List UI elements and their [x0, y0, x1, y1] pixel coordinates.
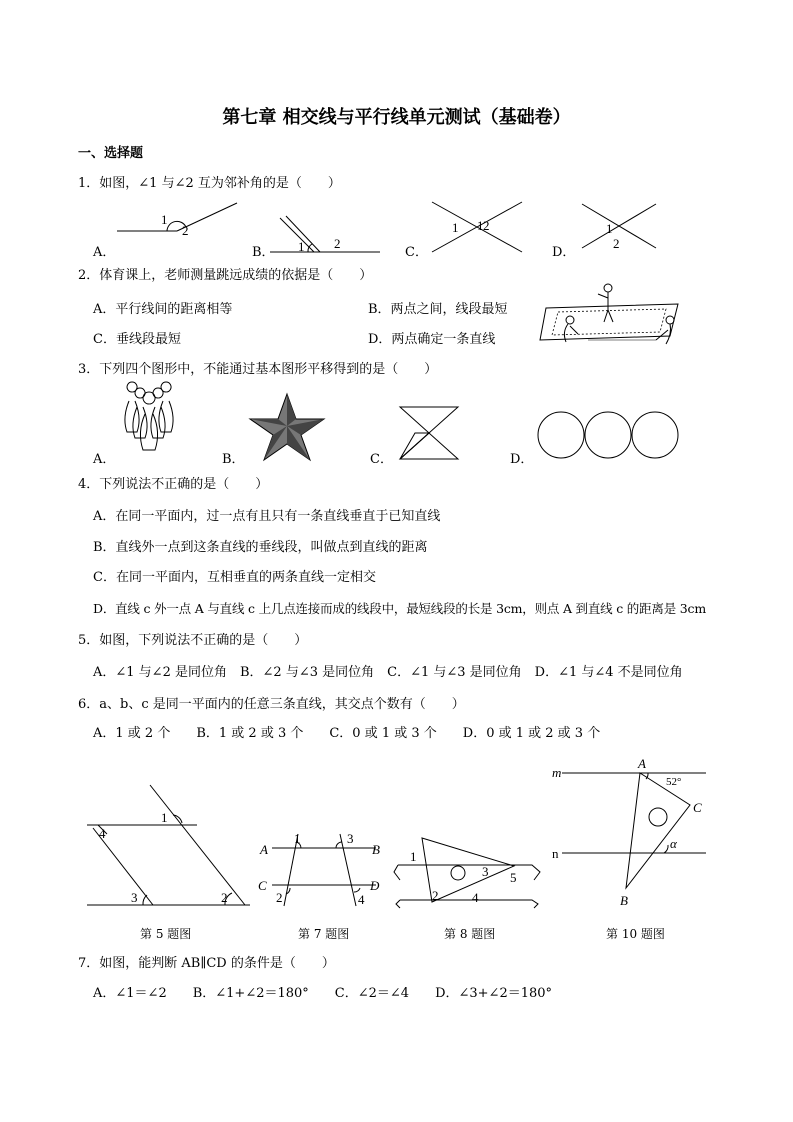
figure-5-caption: 第 5 题图 — [140, 927, 192, 941]
q2-option-d[interactable]: D．两点确定一条直线 — [368, 332, 496, 347]
q1-figure-c — [430, 200, 525, 255]
angle-label: 1 — [452, 220, 459, 235]
angle-label: 52° — [666, 776, 682, 788]
q1-option-a[interactable]: A． — [93, 245, 116, 260]
q4-stem: 4．下列说法不正确的是（ ） — [78, 477, 269, 492]
angle-label: 4 — [358, 892, 365, 907]
bowling-pins-figure — [118, 388, 180, 452]
q7-stem: 7．如图，能判断 AB∥CD 的条件是（ ） — [78, 956, 335, 971]
q1-stem: 1．如图，∠1 与∠2 互为邻补角的是（ ） — [78, 176, 341, 191]
point-label: C — [693, 800, 702, 815]
angle-label: 1 — [294, 831, 301, 846]
q6-stem: 6．a、b、c 是同一平面内的任意三条直线，其交点个数有（ ） — [78, 697, 465, 712]
q1-figure-d — [580, 202, 660, 252]
q7-options[interactable]: A．∠1＝∠2 B．∠1+∠2＝180° C．∠2＝∠4 D．∠3+∠2＝180° — [93, 986, 553, 1001]
figure-8-caption: 第 8 题图 — [444, 927, 496, 941]
angle-label: 1 — [606, 221, 613, 236]
point-label: B — [620, 893, 628, 908]
star-figure — [248, 392, 326, 462]
q5-options[interactable]: A．∠1 与∠2 是同位角 B．∠2 与∠3 是同位角 C．∠1 与∠3 是同位角 D．∠1 与∠4 不是同位角 — [93, 665, 683, 680]
angle-label: 2 — [182, 223, 189, 238]
angle-label: 4 — [472, 890, 479, 905]
angle-label: 2 — [613, 236, 620, 251]
line-label: n — [552, 846, 559, 861]
circles-figure — [535, 410, 685, 460]
angle-label: 1 — [161, 810, 168, 825]
q3-option-d[interactable]: D． — [510, 452, 534, 467]
angle-label: 4 — [99, 826, 106, 841]
figure-8 — [392, 830, 547, 910]
angle-label: 2 — [221, 890, 228, 905]
q3-option-a[interactable]: A． — [93, 452, 116, 467]
angle-label: 3 — [131, 890, 138, 905]
triangles-figure — [398, 405, 460, 461]
q2-option-c[interactable]: C．垂线段最短 — [93, 332, 181, 347]
q1-option-b[interactable]: B． — [252, 245, 275, 260]
q1-figure-a — [115, 198, 240, 243]
figure-10 — [550, 755, 710, 910]
q4-option-b[interactable]: B．直线外一点到这条直线的垂线段，叫做点到直线的距离 — [93, 540, 428, 555]
q4-option-d[interactable]: D．直线 c 外一点 A 与直线 c 上几点连接而成的线段中，最短线段的长是 3cm，则点 A 到直线 c 的距离是 3cm — [93, 601, 706, 616]
figure-7 — [258, 828, 388, 910]
q1-figure-b — [268, 210, 383, 255]
q6-options[interactable]: A．1 或 2 个 B．1 或 2 或 3 个 C．0 或 1 或 3 个 D．0 或 1 或 2 或 3 个 — [93, 726, 601, 741]
long-jump-illustration — [538, 282, 688, 352]
angle-label: 2 — [432, 888, 439, 903]
figure-7-caption: 第 7 题图 — [298, 927, 350, 941]
point-label: C — [258, 878, 267, 893]
q2-option-a[interactable]: A．平行线间的距离相等 — [93, 302, 233, 317]
figure-5 — [85, 780, 255, 912]
angle-label: 1 — [161, 212, 168, 227]
angle-label: 5 — [510, 870, 517, 885]
angle-label: 2 — [334, 236, 341, 251]
figure-10-caption: 第 10 题图 — [606, 927, 665, 941]
angle-label: 1 — [298, 239, 305, 254]
angle-label: 1 — [410, 849, 417, 864]
section-heading: 一、选择题 — [78, 146, 144, 161]
q3-stem: 3．下列四个图形中，不能通过基本图形平移得到的是（ ） — [78, 362, 438, 377]
angle-label: 3 — [347, 831, 354, 846]
q2-stem: 2．体育课上，老师测量跳远成绩的依据是（ ） — [78, 268, 373, 283]
q4-option-a[interactable]: A．在同一平面内，过一点有且只有一条直线垂直于已知直线 — [93, 509, 441, 524]
point-label: A — [260, 842, 268, 857]
angle-label: 3 — [482, 864, 489, 879]
point-label: B — [372, 842, 380, 857]
line-label: m — [552, 765, 562, 780]
q5-stem: 5．如图，下列说法不正确的是（ ） — [78, 633, 308, 648]
angle-label: 1 — [477, 218, 484, 233]
q1-option-c[interactable]: C． — [405, 245, 428, 260]
angle-label: α — [670, 836, 677, 851]
q2-option-b[interactable]: B．两点之间，线段最短 — [368, 302, 508, 317]
q4-option-c[interactable]: C．在同一平面内，互相垂直的两条直线一定相交 — [93, 570, 376, 585]
point-label: D — [370, 878, 380, 893]
point-label: A — [638, 756, 646, 771]
q1-option-d[interactable]: D． — [552, 245, 576, 260]
page-title: 第七章 相交线与平行线单元测试（基础卷） — [222, 107, 571, 128]
angle-label: 2 — [276, 890, 283, 905]
q3-option-b[interactable]: B． — [222, 452, 245, 467]
angle-label: 2 — [483, 218, 490, 233]
q3-option-c[interactable]: C． — [370, 452, 393, 467]
